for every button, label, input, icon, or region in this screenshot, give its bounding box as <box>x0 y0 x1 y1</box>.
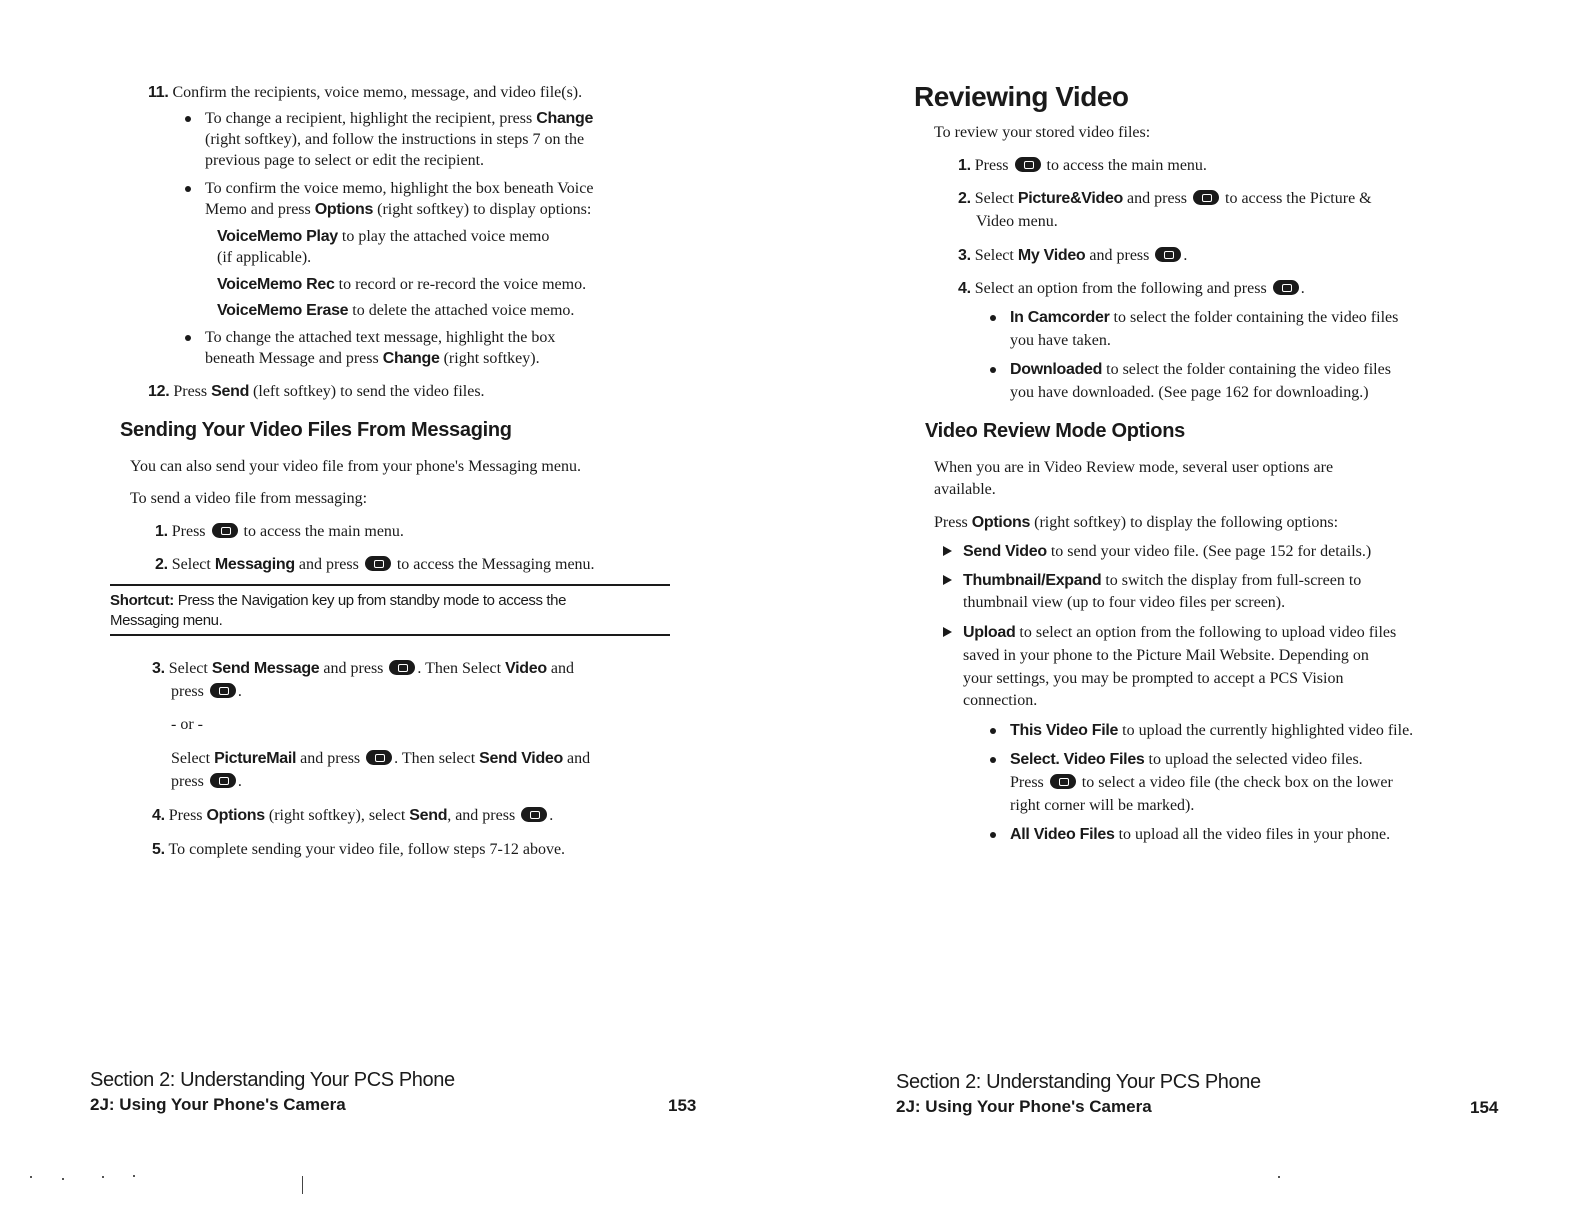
text-line <box>171 771 242 792</box>
text: Select <box>168 660 212 677</box>
text: to access the Messaging menu. <box>392 556 595 573</box>
bullet-downloaded <box>1010 359 1391 380</box>
step-number: 3. <box>958 247 971 264</box>
scan-speck <box>30 1176 32 1178</box>
text: Select an option from the following and press <box>974 280 1271 297</box>
step-number: 4. <box>152 807 165 824</box>
page-number: 154 <box>1470 1098 1499 1117</box>
bold-term: Send Video <box>963 543 1047 560</box>
text: . <box>237 773 242 790</box>
section-heading: Sending Your Video Files From Messaging <box>120 419 512 441</box>
bold-term: Upload <box>963 624 1016 641</box>
text: and press <box>319 660 388 677</box>
text: Press <box>934 514 972 531</box>
text: To change the attached text message, highlight the box <box>205 329 556 346</box>
text: Press <box>1010 774 1048 791</box>
text: . <box>1183 247 1188 264</box>
text: . Then Select <box>417 660 506 677</box>
bold-term: VoiceMemo Rec <box>217 276 335 293</box>
step-number: 11. <box>148 84 169 101</box>
text: to access the main menu. <box>239 523 404 540</box>
text-line: available. <box>934 481 996 498</box>
scan-artifact-line <box>302 1176 303 1194</box>
text: to select an option from the following to upload video files <box>1015 624 1397 641</box>
step-12 <box>148 381 485 402</box>
scan-speck <box>62 1178 64 1180</box>
text-line <box>205 199 591 220</box>
bold-term: VoiceMemo Erase <box>217 302 349 319</box>
bold-term: Thumbnail/Expand <box>963 572 1102 589</box>
bold-term: This Video File <box>1010 722 1119 739</box>
bold-term: Picture&Video <box>1017 190 1124 207</box>
text: Press <box>168 807 207 824</box>
text: press <box>171 773 208 790</box>
bullet-select-video-files <box>1010 749 1363 770</box>
option-voicememo-erase <box>217 300 574 321</box>
text: press <box>171 683 208 700</box>
text: to upload all the video files in your phone. <box>1114 826 1391 843</box>
step-number: 2. <box>155 556 168 573</box>
text: (left softkey) to send the video files. <box>249 383 485 400</box>
text: to access the Picture & <box>1221 190 1372 207</box>
bold-term: In Camcorder <box>1010 309 1110 326</box>
text: to upload the currently highlighted video file. <box>1118 722 1414 739</box>
text: To change a recipient, highlight the recipient, press <box>205 110 537 127</box>
text: to select a video file (the check box on the lower <box>1077 774 1393 791</box>
bold-term: Messaging <box>214 556 295 573</box>
section-heading: Video Review Mode Options <box>925 420 1185 442</box>
text: and <box>546 660 574 677</box>
option-voicememo-play <box>217 226 549 247</box>
text-line: saved in your phone to the Picture Mail Website. Depending on <box>963 647 1369 664</box>
text: to switch the display from full-screen to <box>1101 572 1362 589</box>
menu-ok-key-icon <box>521 807 547 822</box>
text-line: your settings, you may be prompted to accept a PCS Vision <box>963 670 1344 687</box>
paragraph: You can also send your video file from your phone's Messaging menu. <box>130 458 581 475</box>
text: . <box>1300 280 1305 297</box>
arrow-bullet-icon <box>943 575 952 585</box>
bold-term: Send <box>211 383 250 400</box>
scan-speck <box>1278 1176 1280 1178</box>
shortcut-bottom-rule <box>110 634 670 636</box>
footer-chapter: 2J: Using Your Phone's Camera <box>896 1097 1152 1116</box>
text: (right softkey) to display options: <box>373 201 592 218</box>
footer-chapter: 2J: Using Your Phone's Camera <box>90 1095 346 1114</box>
text-line: right corner will be marked). <box>1010 797 1195 814</box>
step-number: 12. <box>148 383 170 400</box>
bold-term: VoiceMemo Play <box>217 228 338 245</box>
text: to select the folder containing the video files <box>1109 309 1399 326</box>
shortcut-label: Shortcut: <box>110 592 174 609</box>
messaging-step-2 <box>155 554 595 575</box>
step-text: Confirm the recipients, voice memo, message, and video file(s). <box>172 84 583 101</box>
text: Press the Navigation key up from standby mode to access the <box>173 592 567 609</box>
review-step-3 <box>958 245 1187 266</box>
text: to play the attached voice memo <box>337 228 550 245</box>
review-step-1 <box>958 155 1207 176</box>
or-separator: - or - <box>171 716 203 733</box>
text: and press <box>296 750 365 767</box>
page-number: 153 <box>668 1096 697 1115</box>
text: Select <box>171 750 215 767</box>
option-voicememo-rec <box>217 274 586 295</box>
bullet-all-video-files <box>1010 824 1390 845</box>
scan-speck <box>133 1175 135 1177</box>
option-upload <box>963 622 1396 643</box>
arrow-bullet-icon <box>943 546 952 556</box>
bold-term: Video <box>505 660 547 677</box>
menu-ok-key-icon <box>1155 247 1181 262</box>
text: (right softkey), select <box>264 807 410 824</box>
text: to record or re-record the voice memo. <box>334 276 587 293</box>
text-line: (right softkey), and follow the instructions in steps 7 on the <box>205 131 585 148</box>
page-title: Reviewing Video <box>914 81 1129 112</box>
bullet-confirm-voice-memo <box>205 178 593 199</box>
text: , and press <box>447 807 520 824</box>
step-number: 1. <box>155 523 168 540</box>
text: to send your video file. (See page 152 for details.) <box>1046 543 1372 560</box>
bold-term: PictureMail <box>214 750 297 767</box>
text-line: Video menu. <box>976 213 1058 230</box>
menu-ok-key-icon <box>366 750 392 765</box>
bullet-in-camcorder <box>1010 307 1398 328</box>
step-number: 5. <box>152 841 165 858</box>
text: (right softkey). <box>439 350 540 367</box>
bold-term: Options <box>971 514 1031 531</box>
messaging-step-4 <box>152 805 553 826</box>
review-step-2 <box>958 188 1372 209</box>
text-line: Messaging menu. <box>110 612 223 629</box>
bold-term: Options <box>206 807 265 824</box>
bold-term: All Video Files <box>1010 826 1115 843</box>
paragraph: When you are in Video Review mode, several user options are <box>934 459 1334 476</box>
text: Press <box>974 157 1013 174</box>
bullet-change-recipient <box>205 108 593 129</box>
menu-ok-key-icon <box>365 556 391 571</box>
menu-ok-key-icon <box>1015 157 1041 172</box>
text: to select the folder containing the video files <box>1102 361 1391 378</box>
text: . Then select <box>394 750 480 767</box>
step-number: 2. <box>958 190 971 207</box>
menu-ok-key-icon <box>1193 190 1219 205</box>
text: To complete sending your video file, follow steps 7-12 above. <box>168 841 566 858</box>
text: Memo and press <box>205 201 315 218</box>
text: Select <box>974 247 1018 264</box>
menu-ok-key-icon <box>1050 774 1076 789</box>
menu-ok-key-icon <box>1273 280 1299 295</box>
menu-ok-key-icon <box>210 683 236 698</box>
text: Select <box>171 556 215 573</box>
text: . <box>237 683 242 700</box>
text-line: you have taken. <box>1010 332 1111 349</box>
shortcut-note <box>110 590 566 611</box>
step-number: 4. <box>958 280 971 297</box>
paragraph: To review your stored video files: <box>934 124 1151 141</box>
text-line: connection. <box>963 692 1038 709</box>
text: and press <box>294 556 363 573</box>
text: Press <box>171 523 210 540</box>
text: To confirm the voice memo, highlight the box beneath Voice <box>205 180 594 197</box>
text: and press <box>1085 247 1154 264</box>
text-line: thumbnail view (up to four video files per screen). <box>963 594 1286 611</box>
messaging-step-5 <box>152 839 565 860</box>
text: and <box>563 750 591 767</box>
text: beneath Message and press <box>205 350 383 367</box>
text: to delete the attached voice memo. <box>348 302 575 319</box>
text: Press <box>173 383 212 400</box>
bold-term: My Video <box>1017 247 1086 264</box>
bold-term: Change <box>536 110 594 127</box>
text: to access the main menu. <box>1042 157 1207 174</box>
text-line <box>171 681 242 702</box>
option-send-video <box>963 541 1371 562</box>
text-line: previous page to select or edit the recipient. <box>205 152 485 169</box>
bullet-change-text-message <box>205 327 555 348</box>
menu-ok-key-icon <box>212 523 238 538</box>
footer-section: Section 2: Understanding Your PCS Phone <box>896 1071 1261 1093</box>
arrow-bullet-icon <box>943 627 952 637</box>
messaging-step-3 <box>152 658 574 679</box>
text: (right softkey) to display the following options: <box>1030 514 1339 531</box>
option-thumbnail-expand <box>963 570 1361 591</box>
paragraph: To send a video file from messaging: <box>130 490 368 507</box>
menu-ok-key-icon <box>389 660 415 675</box>
step-number: 1. <box>958 157 971 174</box>
menu-ok-key-icon <box>210 773 236 788</box>
text: to upload the selected video files. <box>1144 751 1363 768</box>
bold-term: Send <box>409 807 448 824</box>
bold-term: Send Video <box>479 750 563 767</box>
bold-term: Downloaded <box>1010 361 1103 378</box>
scan-speck <box>102 1176 104 1178</box>
text-line <box>1010 772 1393 793</box>
step-11 <box>148 82 582 103</box>
bold-term: Options <box>314 201 374 218</box>
text: and press <box>1123 190 1191 207</box>
text: Select <box>974 190 1018 207</box>
messaging-step-3-alt <box>171 748 590 769</box>
step-number: 3. <box>152 660 165 677</box>
text-line <box>205 348 540 369</box>
messaging-step-1 <box>155 521 404 542</box>
bullet-this-video-file <box>1010 720 1413 741</box>
paragraph <box>934 512 1338 533</box>
text: . <box>549 807 554 824</box>
shortcut-top-rule <box>110 584 670 586</box>
bold-term: Select. Video Files <box>1010 751 1145 768</box>
text-line: you have downloaded. (See page 162 for downloading.) <box>1010 384 1369 401</box>
bold-term: Change <box>382 350 440 367</box>
text-line: (if applicable). <box>217 249 312 266</box>
footer-section: Section 2: Understanding Your PCS Phone <box>90 1069 455 1091</box>
bold-term: Send Message <box>211 660 320 677</box>
review-step-4 <box>958 278 1305 299</box>
